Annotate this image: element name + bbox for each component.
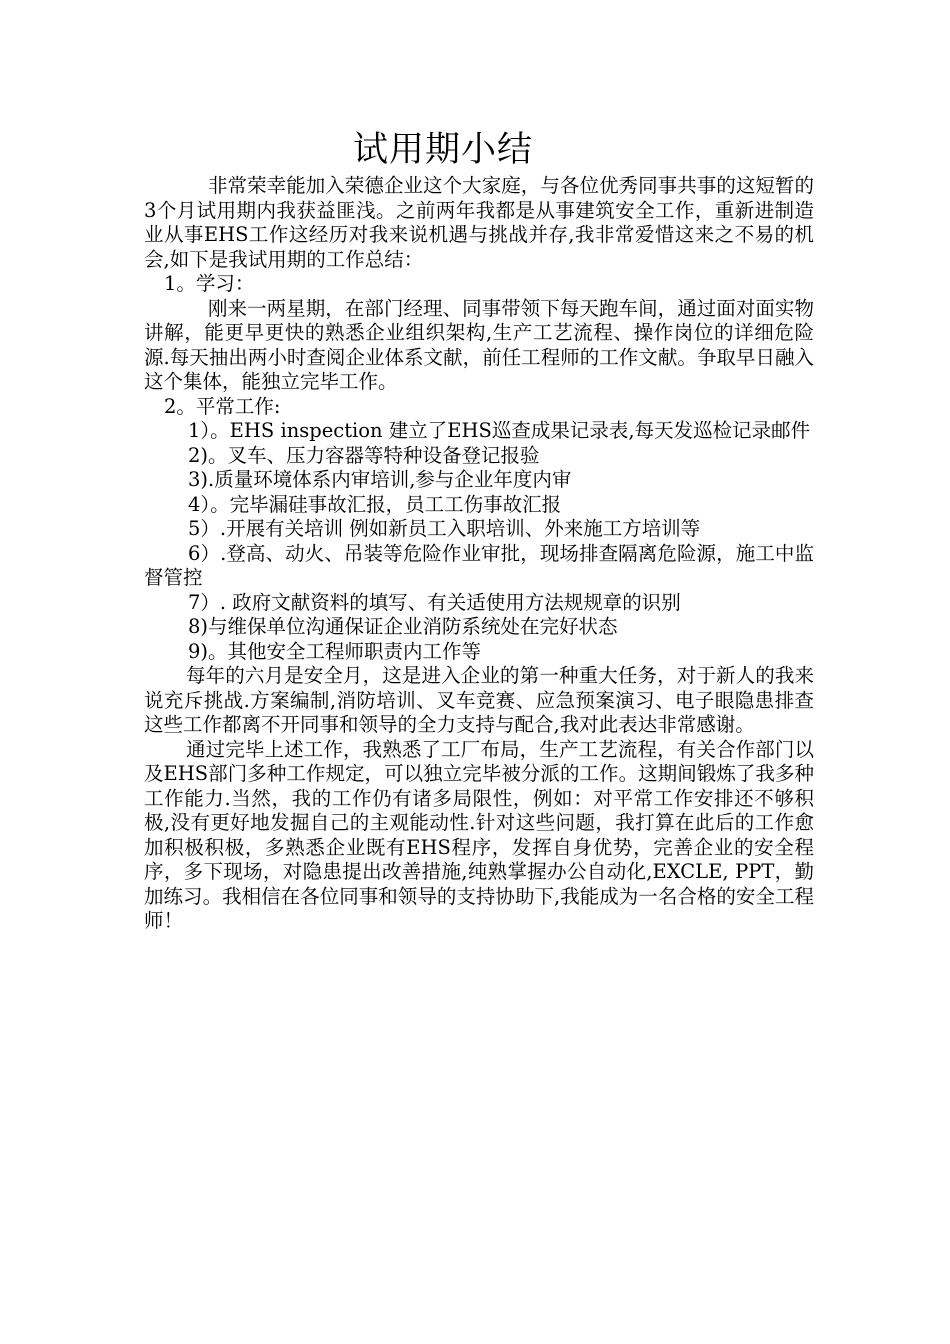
list-item: 5）.开展有关培训 例如新员工入职培训、外来施工方培训等 (188, 517, 701, 540)
list-item: 7）. 政府文献资料的填写、有关适使用方法规规章的识别 (188, 590, 681, 614)
list-item: 2)。叉车、压力容器等特种设备登记报验 (188, 443, 540, 467)
document-body (144, 174, 814, 934)
document-title: 试用期小结 (352, 130, 533, 170)
section-heading-study: 1。学习： (164, 272, 255, 295)
list-item: 6）.登高、动火、吊装等危险作业审批，现场排查隔离危险源，施工中监督管控 (144, 541, 814, 589)
section-heading-daily-work: 2。平常工作: (164, 394, 281, 418)
list-item: 8)与维保单位沟通保证企业消防系统处在完好状态 (188, 615, 618, 638)
list-item: 3).质量环境体系内审培训,参与企业年度内审 (188, 468, 572, 491)
list-item: 9)。其他安全工程师职责内工作等 (188, 639, 482, 663)
paragraph-safety-month: 每年的六月是安全月，这是进入企业的第一种重大任务，对于新人的我来说充斥挑战.方案编制,消防培训、叉车竞赛、应急预案演习、电子眼隐患排查这些工作都离不开同事和领导的全力支持与配合,我对此表达非常感谢。 (144, 664, 814, 736)
paragraph-study: 刚来一两星期，在部门经理、同事带领下每天跑车间，通过面对面实物讲解，能更早更快的熟悉企业组织架构,生产工艺流程、操作岗位的详细危险源.每天抽出两小时查阅企业体系文献，前任工程师的工作文献。争取早日融入这个集体，能独立完毕工作。 (144, 296, 814, 393)
paragraph-intro: 非常荣幸能加入荣德企业这个大家庭，与各位优秀同事共事的这短暂的3个月试用期内我获益匪浅。之前两年我都是从事建筑安全工作，重新进制造业从事EHS工作这经历对我来说机遇与挑战并存,我非常爱惜这来之不易的机会,如下是我试用期的工作总结： (144, 174, 814, 271)
list-item: 4）。完毕漏硅事故汇报，员工工伤事故汇报 (188, 492, 562, 516)
paragraph-conclusion: 通过完毕上述工作，我熟悉了工厂布局，生产工艺流程，有关合作部门以及EHS部门多种工作规定，可以独立完毕被分派的工作。这期间锻炼了我多种工作能力.当然，我的工作仍有诸多局限性，例如：对平常工作安排还不够积极,没有更好地发掘自己的主观能动性.针对这些问题，我打算在此后的工作愈加积极积极，多熟悉企业既有EHS程序，发挥自身优势，完善企业的安全程序，多下现场，对隐患提出改善措施,纯熟掌握办公自动化,EXCLE, PPT，勤加练习。我相信在各位同事和领导的支持协助下,我能成为一名合格的安全工程师！ (144, 737, 814, 932)
list-item: 1）。EHS inspection 建立了EHS巡查成果记录表,每天发巡检记录邮件 (188, 419, 811, 442)
